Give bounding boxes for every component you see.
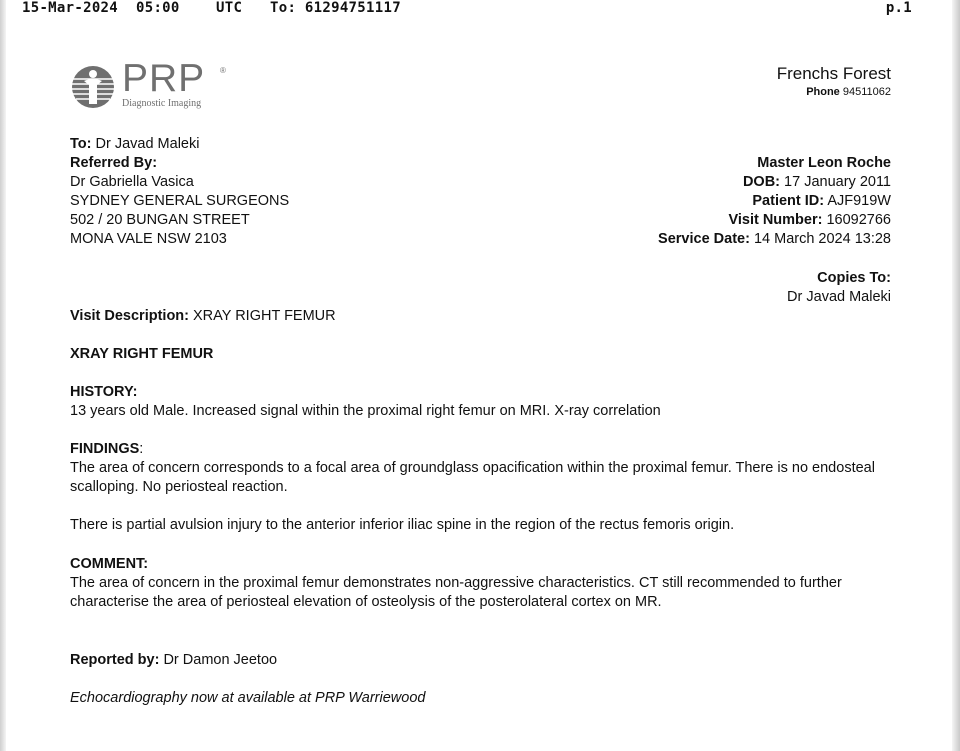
reported-by [70,651,277,670]
to-label: To: [70,136,92,152]
comment-heading: COMMENT: [70,556,149,572]
fax-page-number: p.1 [885,0,912,16]
referrer-name: Dr Gabriella Vasica [70,174,194,190]
service-date-label: Service Date: [658,231,750,247]
patient-id-label: Patient ID: [752,193,825,209]
fax-recipient: To: 61294751117 [270,0,401,16]
fax-timezone: UTC [216,0,243,16]
referred-by-label: Referred By: [70,155,158,171]
page-edge-left [0,0,6,751]
visit-number [728,211,891,230]
phone-label: Phone [806,86,840,98]
findings-heading: FINDINGS: [70,441,144,457]
location-name: Frenchs Forest [776,64,891,83]
patient-dob [743,173,891,192]
history-heading: HISTORY: [70,384,138,400]
logo-subtitle: Diagnostic Imaging [122,98,202,109]
copies-to-label: Copies To: [817,270,891,286]
fax-date: 15-Mar-2024 [22,0,119,16]
patient-id-value: AJF919W [827,193,891,209]
patient-name: Master Leon Roche [757,155,891,171]
fax-time: 05:00 [136,0,180,16]
referrer-street: 502 / 20 BUNGAN STREET [70,212,250,228]
findings-paragraph-1: The area of concern corresponds to a focal area of groundglass opacification within the proximal femur. There is no endosteal scalloping. No periosteal reaction. [70,460,875,495]
referrer-city: MONA VALE NSW 2103 [70,231,227,247]
visit-description-value: XRAY RIGHT FEMUR [193,308,336,324]
referrer-org: SYDNEY GENERAL SURGEONS [70,193,290,209]
report-title: XRAY RIGHT FEMUR [70,346,214,362]
visit-number-value: 16092766 [826,212,891,228]
patient-id [752,192,891,211]
phone-number: 94511062 [842,86,891,98]
visit-description [70,307,336,326]
reported-by-name: Dr Damon Jeetoo [163,652,278,668]
reported-by-label: Reported by: [70,652,160,668]
service-date-value: 14 March 2024 13:28 [753,231,891,247]
page-edge-right [952,0,960,751]
service-date [658,230,891,249]
logo-brand: PRP [122,57,206,100]
logo-registered: ® [220,66,226,75]
prp-logo [70,57,270,114]
dob-value: 17 January 2011 [784,174,891,190]
dob-label: DOB: [742,174,781,190]
footer-note: Echocardiography now at available at PRP Warriewood [70,690,426,706]
fax-header [22,0,912,20]
location-phone [806,86,891,98]
findings-paragraph-2: There is partial avulsion injury to the anterior inferior iliac spine in the region of the rectus femoris origin. [70,517,735,533]
visit-number-label: Visit Number: [728,212,823,228]
visit-description-label: Visit Description: [70,308,189,324]
history-text: 13 years old Male. Increased signal within the proximal right femur on MRI. X-ray correlation [70,403,661,419]
comment-text: The area of concern in the proximal femur demonstrates non-aggressive characteristics. CT still recommended to further characterise the area of periosteal elevation of osteolysis of the posterolateral cortex on MR. [70,575,842,610]
prp-logo-icon [70,64,116,110]
copies-to-name: Dr Javad Maleki [787,289,891,305]
to-name: Dr Javad Maleki [95,136,200,152]
to-line [70,135,199,154]
